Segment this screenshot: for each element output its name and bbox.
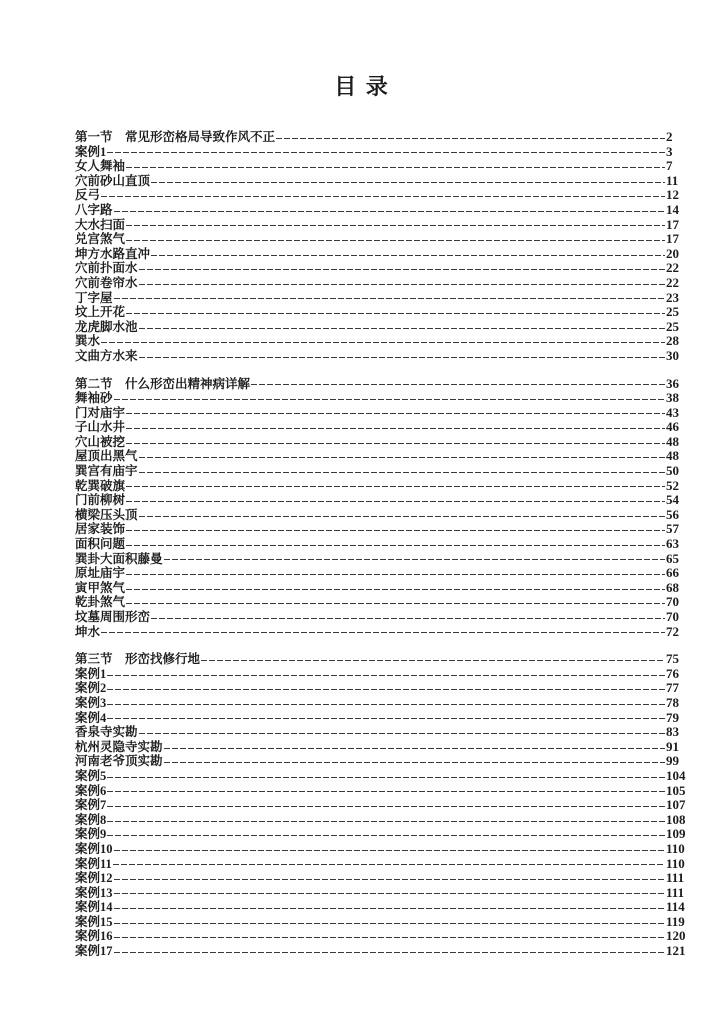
toc-page-number: 79: [666, 709, 679, 725]
toc-page-number: 105: [666, 782, 686, 798]
toc-row: [75, 769, 712, 784]
dotted-leader: [139, 733, 665, 734]
dotted-leader: [107, 791, 665, 792]
toc-page-number: 46: [666, 419, 679, 435]
toc-entry-label: 案例10: [75, 841, 113, 856]
toc-row: [75, 625, 712, 640]
toc-page-number: 83: [666, 724, 679, 740]
dotted-leader: [126, 413, 665, 414]
toc-row: [75, 842, 712, 857]
dotted-leader: [114, 850, 665, 851]
toc-entry-label: 大水扫面: [75, 217, 126, 232]
toc-page-number: 38: [666, 390, 679, 406]
toc-row: [75, 203, 712, 218]
toc-row: [75, 871, 712, 886]
toc-page-number: 54: [666, 492, 679, 508]
toc-page-number: 110: [666, 840, 685, 856]
toc-page-number: 63: [666, 536, 679, 552]
toc-row: [75, 464, 712, 479]
toc-entry-label: 案例15: [75, 914, 113, 929]
dotted-leader: [139, 328, 665, 329]
toc-row: [75, 566, 712, 581]
toc-row: [75, 145, 712, 160]
toc-entry-label: 巽卦大面积藤曼: [75, 551, 163, 566]
toc-row: [75, 696, 712, 711]
toc-row: [75, 537, 712, 552]
toc-page-number: 111: [666, 884, 685, 900]
dotted-leader: [164, 762, 665, 763]
toc-entry-label: 案例3: [75, 695, 107, 710]
dotted-leader: [164, 559, 665, 560]
toc-entry-label: 案例16: [75, 929, 113, 944]
toc-row: [75, 929, 712, 944]
toc-row: [75, 827, 712, 842]
dotted-leader: [114, 893, 665, 894]
toc-entry-label: 乾巽破旗: [75, 478, 126, 493]
toc-page-number: 99: [666, 753, 679, 769]
dotted-leader: [107, 821, 665, 822]
dotted-leader: [126, 443, 665, 444]
toc-page-number: 2: [666, 129, 673, 144]
toc-entry-label: 舞袖砂: [75, 391, 113, 406]
toc-page-number: 20: [666, 245, 679, 261]
toc-entry-label: 案例1: [75, 666, 107, 681]
toc-row: [75, 886, 712, 901]
toc-entry-label: 屋顶出黑气: [75, 449, 138, 464]
dotted-leader: [114, 211, 665, 212]
toc-row: [75, 798, 712, 813]
toc-row: [75, 725, 712, 740]
toc-row: [75, 711, 712, 726]
toc-row: [75, 159, 712, 174]
toc-entry-label: 穴山被挖: [75, 434, 126, 449]
toc-entry-label: 文曲方水来: [75, 348, 138, 363]
toc-page-number: 25: [666, 304, 679, 320]
toc-row: [75, 508, 712, 523]
dotted-leader: [151, 618, 665, 619]
dotted-leader: [201, 660, 665, 661]
toc-page-number: 28: [666, 333, 679, 349]
toc-entry-label: 巽水: [75, 334, 101, 349]
dotted-leader: [276, 138, 665, 139]
toc-page-number: 36: [666, 375, 679, 391]
dotted-leader: [107, 806, 665, 807]
toc-entry-label: 坟上开花: [75, 305, 126, 320]
toc-row: [75, 522, 712, 537]
toc-row: [75, 391, 712, 406]
toc-row: [75, 232, 712, 247]
toc-entry-label: 杭州灵隐寺实勘: [75, 739, 163, 754]
toc-entry-label: 丁字屋: [75, 290, 113, 305]
toc-entry-label: 面积问题: [75, 537, 126, 552]
toc-row: [75, 610, 712, 625]
toc-entry-label: 第一节 常见形峦格局导致作风不正: [75, 130, 276, 144]
dotted-leader: [114, 952, 665, 953]
toc-page-number: 68: [666, 579, 679, 595]
toc-row: [75, 900, 712, 915]
toc-page-number: 12: [666, 187, 679, 203]
dotted-leader: [114, 937, 665, 938]
toc-page-number: 22: [666, 260, 679, 276]
toc-entry-label: 穴前扑面水: [75, 261, 138, 276]
dotted-leader: [114, 298, 665, 299]
toc-row: [75, 334, 712, 349]
toc-entry-label: 反弓: [75, 188, 101, 203]
toc-row: [75, 813, 712, 828]
toc: [75, 130, 712, 959]
toc-section-heading-row: [75, 377, 712, 392]
toc-row: [75, 681, 712, 696]
dotted-leader: [126, 545, 665, 546]
toc-page-number: 56: [666, 506, 679, 522]
toc-entry-label: 坟墓周围形峦: [75, 610, 151, 624]
toc-page-number: 57: [666, 521, 679, 537]
toc-page-number: 50: [666, 463, 679, 479]
toc-page-number: 22: [666, 274, 679, 290]
toc-entry-label: 第三节 形峦找修行地: [75, 652, 201, 667]
toc-entry-label: 巽宫有庙宇: [75, 464, 138, 479]
toc-page-number: 72: [666, 623, 679, 639]
toc-page-number: 75: [666, 651, 679, 667]
dotted-leader: [126, 225, 665, 226]
toc-section-1: [75, 130, 712, 364]
dotted-leader: [126, 501, 665, 502]
toc-page-number: 76: [666, 665, 679, 681]
toc-entry-label: 八字路: [75, 202, 113, 217]
page-title: 目 录: [334, 74, 390, 99]
dotted-leader: [126, 313, 665, 314]
toc-entry-label: 子山水井: [75, 420, 126, 435]
toc-page-number: 70: [666, 609, 679, 624]
toc-row: [75, 247, 712, 262]
dotted-leader: [114, 879, 665, 880]
toc-row: [75, 479, 712, 494]
dotted-leader: [113, 864, 665, 865]
toc-page-number: 121: [666, 943, 686, 959]
toc-page-number: 65: [666, 550, 679, 566]
toc-entry-label: 案例1: [75, 144, 107, 159]
toc-row: [75, 420, 712, 435]
toc-entry-label: 案例14: [75, 900, 113, 915]
dotted-leader: [114, 399, 665, 400]
toc-page-number: 91: [666, 738, 679, 754]
toc-row: [75, 174, 712, 189]
toc-page-number: 120: [666, 928, 686, 944]
toc-row: [75, 740, 712, 755]
dotted-leader: [126, 574, 665, 575]
dotted-leader: [107, 777, 665, 778]
toc-page-number: 110: [666, 855, 685, 871]
dotted-leader: [107, 689, 665, 690]
toc-row: [75, 291, 712, 306]
toc-entry-label: 案例8: [75, 812, 107, 827]
toc-entry-label: 门对庙宇: [75, 405, 126, 420]
dotted-leader: [126, 428, 665, 429]
toc-entry-label: 龙虎脚水池: [75, 319, 138, 334]
toc-page-number: 119: [666, 913, 685, 929]
toc-page-number: 7: [666, 158, 673, 174]
dotted-leader: [164, 748, 665, 749]
toc-page-number: 30: [666, 347, 679, 363]
toc-page-number: 107: [666, 797, 686, 813]
dotted-leader: [101, 342, 665, 343]
toc-row: [75, 944, 712, 959]
dotted-leader: [139, 357, 665, 358]
toc-page-number: 78: [666, 694, 679, 710]
toc-entry-label: 门前柳树: [75, 493, 126, 508]
toc-entry-label: 横梁压头顶: [75, 507, 138, 522]
toc-entry-label: 香泉寺实勘: [75, 725, 138, 740]
toc-page-number: 114: [666, 899, 685, 915]
dotted-leader: [114, 923, 665, 924]
dotted-leader: [126, 167, 665, 168]
toc-row: [75, 435, 712, 450]
dotted-leader: [151, 182, 665, 183]
toc-entry-label: 穴前砂山直顶: [75, 173, 151, 188]
toc-row: [75, 305, 712, 320]
toc-entry-label: 案例4: [75, 710, 107, 725]
dotted-leader: [139, 284, 665, 285]
toc-entry-label: 案例2: [75, 681, 107, 696]
toc-entry-label: 寅甲煞气: [75, 580, 126, 595]
dotted-leader: [107, 704, 665, 705]
dotted-leader: [114, 908, 665, 909]
dotted-leader: [139, 472, 665, 473]
dotted-leader: [101, 196, 665, 197]
dotted-leader: [101, 632, 665, 633]
toc-entry-label: 河南老爷顶实勘: [75, 754, 163, 769]
toc-row: [75, 320, 712, 335]
toc-row: [75, 406, 712, 421]
toc-page-number: 25: [666, 318, 679, 334]
dotted-leader: [139, 269, 665, 270]
toc-entry-label: 案例6: [75, 783, 107, 798]
toc-entry-label: 第二节 什么形峦出精神病详解: [75, 376, 251, 391]
toc-row: [75, 667, 712, 682]
toc-entry-label: 坤水: [75, 624, 101, 639]
toc-row: [75, 188, 712, 203]
toc-entry-label: 案例9: [75, 827, 107, 842]
toc-page-number: 17: [666, 231, 679, 247]
dotted-leader: [107, 835, 665, 836]
dotted-leader: [107, 718, 665, 719]
toc-entry-label: 兑宫煞气: [75, 232, 126, 247]
toc-row: [75, 493, 712, 508]
dotted-leader: [126, 589, 665, 590]
toc-page-number: 48: [666, 433, 679, 449]
toc-page-number: 109: [666, 826, 686, 842]
toc-page-number: 66: [666, 565, 679, 581]
toc-page-number: 70: [666, 594, 679, 610]
toc-entry-label: 居家装饰: [75, 522, 126, 537]
toc-entry-label: 案例17: [75, 944, 113, 959]
toc-section-heading-row: [75, 652, 712, 667]
dotted-leader: [139, 516, 665, 517]
toc-entry-label: 案例13: [75, 885, 113, 900]
dotted-leader: [151, 255, 665, 256]
toc-row: [75, 552, 712, 567]
toc-row: [75, 218, 712, 233]
dotted-leader: [139, 457, 665, 458]
toc-row: [75, 857, 712, 872]
toc-entry-label: 原址庙宇: [75, 566, 126, 581]
toc-entry-label: 案例12: [75, 871, 113, 886]
toc-page-number: 23: [666, 289, 679, 305]
toc-page-number: 14: [666, 201, 679, 217]
dotted-leader: [107, 152, 665, 153]
toc-row: [75, 349, 712, 364]
toc-row: [75, 784, 712, 799]
toc-row: [75, 915, 712, 930]
toc-section-heading-row: [75, 130, 712, 145]
toc-page-number: 108: [666, 811, 686, 827]
dotted-leader: [126, 603, 665, 604]
toc-entry-label: 乾卦煞气: [75, 595, 126, 610]
toc-page-number: 111: [666, 870, 685, 886]
toc-row: [75, 276, 712, 291]
dotted-leader: [126, 486, 665, 487]
toc-section-2: [75, 377, 712, 640]
toc-page-number: 77: [666, 680, 679, 696]
toc-entry-label: 穴前卷帘水: [75, 275, 138, 290]
toc-page-number: 17: [666, 216, 679, 232]
toc-row: [75, 595, 712, 610]
toc-page-number: 43: [666, 404, 679, 420]
toc-entry-label: 女人舞袖: [75, 159, 126, 174]
toc-section-3: [75, 652, 712, 958]
dotted-leader: [126, 240, 665, 241]
toc-entry-label: 案例11: [75, 856, 112, 871]
toc-row: [75, 261, 712, 276]
toc-entry-label: 案例7: [75, 798, 107, 813]
toc-row: [75, 581, 712, 596]
toc-page-number: 104: [666, 767, 686, 783]
toc-entry-label: 案例5: [75, 768, 107, 783]
toc-page-number: 48: [666, 448, 679, 464]
dotted-leader: [126, 530, 665, 531]
toc-page-number: 11: [666, 172, 679, 188]
toc-page-number: 3: [666, 143, 673, 159]
toc-row: [75, 449, 712, 464]
toc-page-number: 52: [666, 477, 679, 493]
dotted-leader: [251, 384, 665, 385]
toc-row: [75, 754, 712, 769]
toc-entry-label: 坤方水路直冲: [75, 246, 151, 261]
dotted-leader: [107, 675, 665, 676]
